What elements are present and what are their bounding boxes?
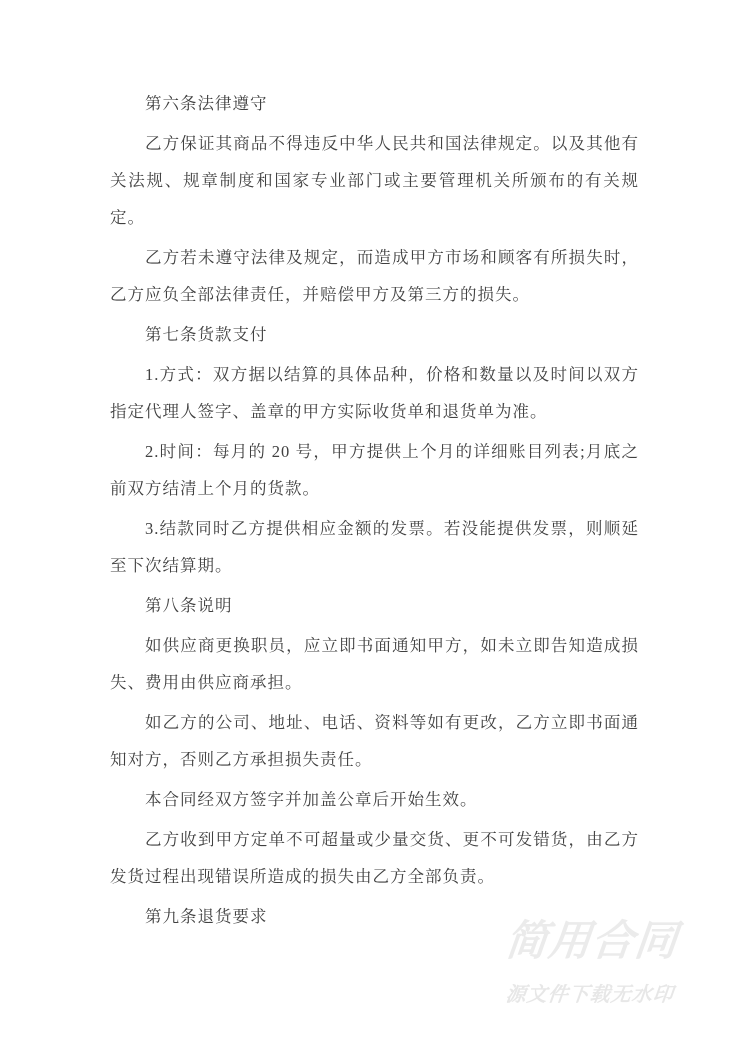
watermark-subtitle: 源文件下载无水印: [504, 984, 675, 1006]
clause-heading: 第七条货款支付: [145, 325, 268, 344]
clause-heading: 第八条说明: [145, 596, 233, 615]
paragraph: 如供应商更换职员，应立即书面通知甲方，如未立即告知造成损失、费用由供应商承担。: [110, 636, 639, 692]
paragraph: 3.结款同时乙方提供相应金额的发票。若没能提供发票，则顺延至下次结算期。: [110, 519, 639, 575]
paragraph: 2.时间：每月的 20 号，甲方提供上个月的详细账目列表;月底之前双方结清上个月的货款。: [110, 442, 639, 498]
paragraph: 乙方若未遵守法律及规定，而造成甲方市场和顾客有所损失时，乙方应负全部法律责任，并赔偿甲方及第三方的损失。: [110, 248, 639, 304]
paragraph: 如乙方的公司、地址、电话、资料等如有更改，乙方立即书面通知对方，否则乙方承担损失责任。: [110, 713, 639, 769]
paragraph: 乙方收到甲方定单不可超量或少量交货、更不可发错货，由乙方发货过程出现错误所造成的损失由乙方全部负责。: [110, 830, 639, 886]
document-body: [110, 85, 639, 938]
clause-heading: 第九条退货要求: [145, 907, 268, 926]
paragraph: 乙方保证其商品不得违反中华人民共和国法律规定。以及其他有关法规、规章制度和国家专业部门或主要管理机关所颁布的有关规定。: [110, 134, 639, 227]
paragraph: 本合同经双方签字并加盖公章后开始生效。: [145, 790, 478, 809]
clause-heading: 第六条法律遵守: [145, 94, 268, 113]
watermark-title: 简用合同: [503, 917, 681, 964]
watermark: [503, 908, 706, 1007]
paragraph: 1.方式：双方据以结算的具体品种，价格和数量以及时间以双方指定代理人签字、盖章的甲方实际收货单和退货单为准。: [110, 365, 639, 421]
